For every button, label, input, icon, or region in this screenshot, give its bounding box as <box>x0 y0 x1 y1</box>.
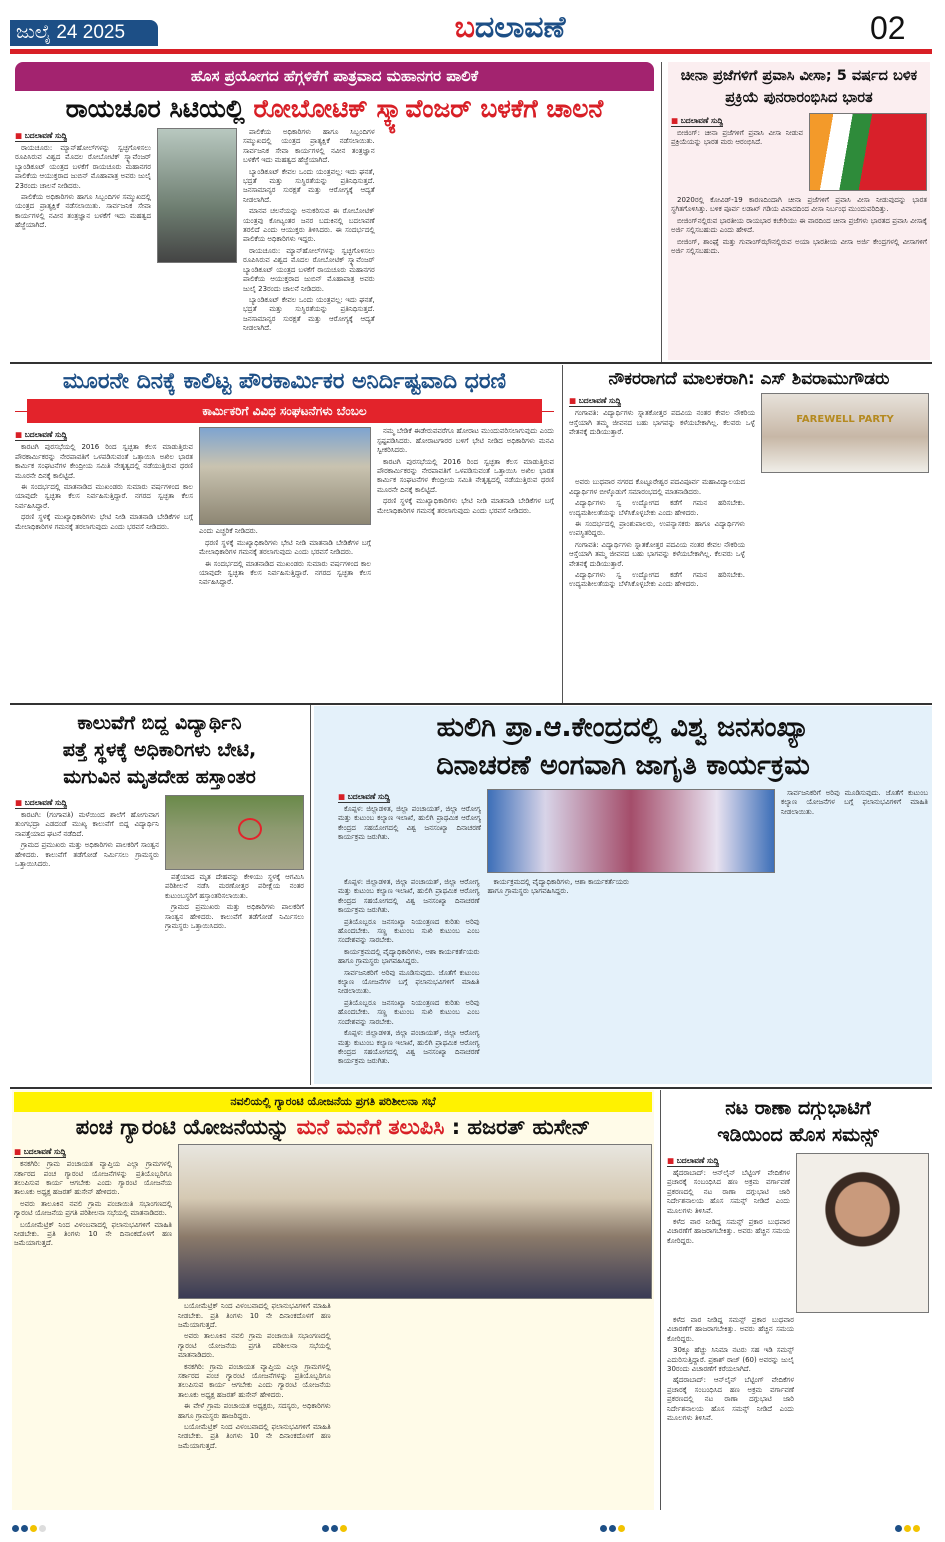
a1-headline: ರಾಯಚೂರ ಸಿಟಿಯಲ್ಲಿ ರೋಬೋಟಿಕ್ ಸ್ಕ್ಯಾವೆಂಜರ್ ಬಳಕೆಗೆ ಚಾಲನೆ <box>65 94 604 123</box>
a3-headline: ಮೂರನೇ ದಿನಕ್ಕೆ ಕಾಲಿಟ್ಟ ಪೌರಕಾರ್ಮಿಕರ ಅನಿರ್ದಿಷ್ಟವಾದಿ ಧರಣಿ <box>62 369 507 394</box>
a7-byline: ■ ಬದಲಾವಣೆ ಸುದ್ದಿ <box>14 1147 66 1158</box>
a2-byline: ■ ಬದಲಾವಣೆ ಸುದ್ದಿ <box>671 116 723 127</box>
masthead-logo: ಬದಲಾವಣೆ <box>454 10 566 45</box>
photo-caption: ಎಂದು ಎಚ್ಚರಿಕೆ ನೀಡಿದರು. <box>199 527 258 536</box>
canal-photo <box>165 795 304 870</box>
a6-byline: ■ ಬದಲಾವಣೆ ಸುದ್ದಿ <box>338 792 390 803</box>
a2-headline: ಚೀನಾ ಪ್ರಜೆಗಳಿಗೆ ಪ್ರವಾಸಿ ವೀಸಾ; 5 ವರ್ಷದ ಬಳಿಕ ಪ್ರಕ್ರಿಯೆ ಪುನರಾರಂಭಿಸಿದ ಭಾರತ <box>680 68 918 106</box>
awareness-event-photo <box>487 789 775 873</box>
a8-article: ನಟ ರಾಣಾ ದಗ್ಗುಭಾಟಿಗೆ ಇಡಿಯಿಂದ ಹೊಸ ಸಮನ್ಸ್ ■ ಬದಲಾವಣೆ ಸುದ್ದಿ ಹೈದರಾಬಾದ್: ಆನ್‌ಲೈನ್ ಬೆಟ್ಟಿಂಗ್ ವೇದಿಕೆಗಳ ಪ್ರಚಾರಕ್ಕೆ ಸಂಬಂಧಿಸಿದ ಹಣ ಅಕ್ರಮ ವರ್ಗಾವಣೆ ಪ್ರಕರಣದಲ್ಲಿ ನಟ ರಾಣಾ ದಗ್ಗುಭಾಟಿ ಜಾರಿ ನಿರ್ದೇಶನಾಲಯ ಹೊಸ ಸಮನ್ಸ್ ನೀಡಿದೆ ಎಂದು ಮೂಲಗಳು ತಿಳಿಸಿವೆ. ಕಳೆದ ವಾರ ನೀಡಿದ್ದ ಸಮನ್ಸ್ ಪ್ರಕಾರ ಬುಧವಾರ ವಿಚಾರಣೆಗೆ ಹಾಜರಾಗಬೇಕಿತ್ತು. ಅವರು ಹೆಚ್ಚಿನ ಸಮಯ ಕೋರಿದ್ದರು. ಕಳೆದ ವಾರ ನೀಡಿದ್ದ ಸಮನ್ಸ್ ಪ್ರಕಾರ ಬುಧವಾರ ವಿಚಾರಣೆಗೆ ಹಾಜರಾಗಬೇಕಿತ್ತು. ಅವರು ಹೆಚ್ಚಿನ ಸಮಯ ಕೋರಿದ್ದರು. 30ಕ್ಕೂ ಹೆಚ್ಚು ಸಿನಿಮಾ ನಟರು ಸಹ ಇಡಿ ಸಮನ್ಸ್ ಎದುರಿಸುತ್ತಿದ್ದಾರೆ. ಪ್ರಕಾಶ್ ರಾಜ್ (60) ಅವರನ್ನು ಜುಲೈ 30ರಂದು ವಿಚಾರಣೆಗೆ ಕರೆಯಲಾಗಿದೆ. ಹೈದರಾಬಾದ್: ಆನ್‌ಲೈನ್ ಬೆಟ್ಟಿಂಗ್ ವೇದಿಕೆಗಳ ಪ್ರಚಾರಕ್ಕೆ ಸಂಬಂಧಿಸಿದ ಹಣ ಅಕ್ರಮ ವರ್ಗಾವಣೆ ಪ್ರಕರಣದಲ್ಲಿ ನಟ ರಾಣಾ ದಗ್ಗುಭಾಟಿ ಜಾರಿ ನಿರ್ದೇಶನಾಲಯ ಹೊಸ ಸಮನ್ಸ್ ನೀಡಿದೆ ಎಂದು ಮೂಲಗಳು ತಿಳಿಸಿವೆ. <box>664 1092 932 1510</box>
robot-scavenger-photo <box>157 128 237 263</box>
footer-dots-center-right <box>600 1517 627 1536</box>
a7-article: ನವಲಿಯಲ್ಲಿ ಗ್ಯಾರಂಟಿ ಯೋಜನೆಯ ಪ್ರಗತಿ ಪರಿಶೀಲನಾ ಸಭೆ ಪಂಚ ಗ್ಯಾರಂಟಿ ಯೋಜನೆಯನ್ನು ಮನೆ ಮನೆಗೆ ತಲುಪಿಸಿ : ಹಜರತ್ ಹುಸೇನ್ ■ ಬದಲಾವಣೆ ಸುದ್ದಿ ಕನಕಗಿರಿ: ಗ್ರಾಮ ಪಂಚಾಯತ ವ್ಯಾಪ್ತಿಯ ಎಲ್ಲಾ ಗ್ರಾಮಗಳಲ್ಲಿ ಸರ್ಕಾರದ ಪಂಚ ಗ್ಯಾರಂಟಿ ಯೋಜನೆಗಳನ್ನು ಪ್ರತಿಯೊಬ್ಬರಿಗೂ ತಲುಪಿಸುವ ಕಾರ್ಯ ಆಗಬೇಕು ಎಂದು ಗ್ಯಾರಂಟಿ ಯೋಜನೆಯ ತಾಲೂಕು ಅಧ್ಯಕ್ಷ ಹಜರತ್ ಹುಸೇನ್ ಹೇಳಿದರು. ಅವರು ತಾಲೂಕಿನ ನವಲಿ ಗ್ರಾಮ ಪಂಚಾಯಿತಿ ಸಭಾಂಗಣದಲ್ಲಿ ಗ್ಯಾರಂಟಿ ಯೋಜನೆಯ ಪ್ರಗತಿ ಪರಿಶೀಲನಾ ಸಭೆಯಲ್ಲಿ ಮಾತನಾಡಿದರು. ಬಯೋಮೆಟ್ರಿಕ್ ನಿಂದ ವಿಳಂಬವಾದಲ್ಲಿ ಫಲಾನುಭವಿಗಳಿಗೆ ಮಾಹಿತಿ ನೀಡಬೇಕು. ಪ್ರತಿ ತಿಂಗಳು 10 ನೇ ದಿನಾಂಕದೊಳಗೆ ಹಣ ಜಮೆಯಾಗುತ್ತದೆ. ಬಯೋಮೆಟ್ರಿಕ್ ನಿಂದ ವಿಳಂಬವಾದಲ್ಲಿ ಫಲಾನುಭವಿಗಳಿಗೆ ಮಾಹಿತಿ ನೀಡಬೇಕು. ಪ್ರತಿ ತಿಂಗಳು 10 ನೇ ದಿನಾಂಕದೊಳಗೆ ಹಣ ಜಮೆಯಾಗುತ್ತದೆ. ಅವರು ತಾಲೂಕಿನ ನವಲಿ ಗ್ರಾಮ ಪಂಚಾಯಿತಿ ಸಭಾಂಗಣದಲ್ಲಿ ಗ್ಯಾರಂಟಿ ಯೋಜನೆಯ ಪ್ರಗತಿ ಪರಿಶೀಲನಾ ಸಭೆಯಲ್ಲಿ ಮಾತನಾಡಿದರು. ಕನಕಗಿರಿ: ಗ್ರಾಮ ಪಂಚಾಯತ ವ್ಯಾಪ್ತಿಯ ಎಲ್ಲಾ ಗ್ರಾಮಗಳಲ್ಲಿ ಸರ್ಕಾರದ ಪಂಚ ಗ್ಯಾರಂಟಿ ಯೋಜನೆಗಳನ್ನು ಪ್ರತಿಯೊಬ್ಬರಿಗೂ ತಲುಪಿಸುವ ಕಾರ್ಯ ಆಗಬೇಕು ಎಂದು ಗ್ಯಾರಂಟಿ ಯೋಜನೆಯ ತಾಲೂಕು ಅಧ್ಯಕ್ಷ ಹಜರತ್ ಹುಸೇನ್ ಹೇಳಿದರು. ಈ ವೇಳೆ ಗ್ರಾಮ ಪಂಚಾಯತ ಅಧ್ಯಕ್ಷರು, ಸದಸ್ಯರು, ಅಧಿಕಾರಿಗಳು ಹಾಗೂ ಗ್ರಾಮಸ್ಥರು ಹಾಜರಿದ್ದರು. ಬಯೋಮೆಟ್ರಿಕ್ ನಿಂದ ವಿಳಂಬವಾದಲ್ಲಿ ಫಲಾನುಭವಿಗಳಿಗೆ ಮಾಹಿತಿ ನೀಡಬೇಕು. ಪ್ರತಿ ತಿಂಗಳು 10 ನೇ ದಿನಾಂಕದೊಳಗೆ ಹಣ ಜಮೆಯಾಗುತ್ತದೆ. <box>12 1090 654 1510</box>
a1-body-left: ರಾಯಚೂರು: ಮ್ಯಾನ್‌ಹೋಲ್‌ಗಳನ್ನು ಸ್ವಚ್ಛಗೊಳಿಸಲು ರೂಪಿಸಿರುವ ವಿಶ್ವದ ಮೊದಲ ರೋಬೋಟಿಕ್ ಸ್ಕ್ಯಾವೆಂಜರ್ ಬ್ಯಾಂಡಿಕೂಟ್ ಯಂತ್ರದ ಬಳಕೆಗೆ ರಾಯಚೂರು ಮಹಾನಗರ ಪಾಲಿಕೆಯ ಆಯುಕ್ತರಾದ ಜುಬಿನ್ ಮೊಹಾಪಾತ್ರ ಅವರು ಜುಲೈ 23ರಂದು ಚಾಲನೆ ನೀಡಿದರು. ಪಾಲಿಕೆಯ ಅಧಿಕಾರಿಗಳು ಹಾಗೂ ಸಿಬ್ಬಂದಿಗಳ ಸಮ್ಮುಖದಲ್ಲಿ ಯಂತ್ರದ ಪ್ರಾತ್ಯಕ್ಷಿಕೆ ನಡೆಸಲಾಯಿತು. ಸಾರ್ವಜನಿಕ ಸೇವಾ ಕಾರ್ಯಗಳಲ್ಲಿ ನವೀನ ತಂತ್ರಜ್ಞಾನ ಬಳಕೆಗೆ ಇದು ಮಹತ್ವದ ಹೆಜ್ಜೆಯಾಗಿದೆ. <box>15 144 151 230</box>
a1-kicker: ಹೊಸ ಪ್ರಯೋಗದ ಹೆಗ್ಗಳಿಕೆಗೆ ಪಾತ್ರವಾದ ಮಹಾನಗರ ಪಾಲಿಕೆ <box>15 62 654 91</box>
header-rule <box>10 49 932 54</box>
a8-byline: ■ ಬದಲಾವಣೆ ಸುದ್ದಿ <box>667 1156 719 1167</box>
a4-byline: ■ ಬದಲಾವಣೆ ಸುದ್ದಿ <box>569 396 621 407</box>
a8-headline: ನಟ ರಾಣಾ ದಗ್ಗುಭಾಟಿಗೆ ಇಡಿಯಿಂದ ಹೊಸ ಸಮನ್ಸ್ <box>717 1097 879 1146</box>
a2-article: ಚೀನಾ ಪ್ರಜೆಗಳಿಗೆ ಪ್ರವಾಸಿ ವೀಸಾ; 5 ವರ್ಷದ ಬಳಿಕ ಪ್ರಕ್ರಿಯೆ ಪುನರಾರಂಭಿಸಿದ ಭಾರತ ■ ಬದಲಾವಣೆ ಸುದ್ದಿ ಬೀಜಿಂಗ್: ಚೀನಾ ಪ್ರಜೆಗಳಿಗೆ ಪ್ರವಾಸಿ ವೀಸಾ ನೀಡುವ ಪ್ರಕ್ರಿಯೆಯನ್ನು ಭಾರತ ಮರು ಆರಂಭಿಸಿದೆ. 2020ರಲ್ಲಿ ಕೋವಿಡ್-19 ಕಾರಣದಿಂದಾಗಿ ಚೀನಾ ಪ್ರಜೆಗಳಿಗೆ ಪ್ರವಾಸಿ ವೀಸಾ ನೀಡುವುದನ್ನು ಭಾರತ ಸ್ಥಗಿತಗೊಳಿಸಿತ್ತು. ಬಳಿಕ ಪೂರ್ವ ಲಡಾಖ್ ಗಡಿಯ ವಿವಾದದಿಂದ ವೀಸಾ ನಿರ್ಬಂಧ ಮುಂದುವರಿದಿತ್ತು. ಬೀಜಿಂಗ್‌ನಲ್ಲಿರುವ ಭಾರತೀಯ ರಾಯಭಾರ ಕಚೇರಿಯು ಈ ವಾರದಿಂದ ಚೀನಾ ಪ್ರಜೆಗಳು ಭಾರತದ ಪ್ರವಾಸಿ ವೀಸಾಕ್ಕೆ ಅರ್ಜಿ ಸಲ್ಲಿಸಬಹುದು ಎಂದು ಹೇಳಿದೆ. ಬೀಜಿಂಗ್, ಶಾಂಘೈ ಮತ್ತು ಗುವಾಂಗ್‌ಝೌನಲ್ಲಿರುವ ಅಯಾ ಭಾರತೀಯ ವೀಸಾ ಅರ್ಜಿ ಕೇಂದ್ರಗಳಲ್ಲಿ ವೀಸಾಗಳಿಗೆ ಅರ್ಜಿ ಸಲ್ಲಿಸಬಹುದು. <box>668 62 930 360</box>
a6-article: ಹುಲಿಗಿ ಪ್ರಾ.ಆ.ಕೇಂದ್ರದಲ್ಲಿ ವಿಶ್ವ ಜನಸಂಖ್ಯಾ ದಿನಾಚರಣೆ ಅಂಗವಾಗಿ ಜಾಗೃತಿ ಕಾರ್ಯಕ್ರಮ ■ ಬದಲಾವಣೆ ಸುದ್ದಿ ಕೊಪ್ಪಳ: ಜಿಲ್ಲಾಡಳಿತ, ಜಿಲ್ಲಾ ಪಂಚಾಯತ್, ಜಿಲ್ಲಾ ಆರೋಗ್ಯ ಮತ್ತು ಕುಟುಂಬ ಕಲ್ಯಾಣ ಇಲಾಖೆ, ಹುಲಿಗಿ ಪ್ರಾಥಮಿಕ ಆರೋಗ್ಯ ಕೇಂದ್ರದ ಸಹಯೋಗದಲ್ಲಿ ವಿಶ್ವ ಜನಸಂಖ್ಯಾ ದಿನಾಚರಣೆ ಕಾರ್ಯಕ್ರಮ ಜರುಗಿತು. ಸಾರ್ವಜನಿಕರಿಗೆ ಅರಿವು ಮೂಡಿಸುವುದು. ಜೊತೆಗೆ ಕುಟುಂಬ ಕಲ್ಯಾಣ ಯೋಜನೆಗಳ ಬಗ್ಗೆ ಫಲಾನುಭವಿಗಳಿಗೆ ಮಾಹಿತಿ ನೀಡಲಾಯಿತು. ಕೊಪ್ಪಳ: ಜಿಲ್ಲಾಡಳಿತ, ಜಿಲ್ಲಾ ಪಂಚಾಯತ್, ಜಿಲ್ಲಾ ಆರೋಗ್ಯ ಮತ್ತು ಕುಟುಂಬ ಕಲ್ಯಾಣ ಇಲಾಖೆ, ಹುಲಿಗಿ ಪ್ರಾಥಮಿಕ ಆರೋಗ್ಯ ಕೇಂದ್ರದ ಸಹಯೋಗದಲ್ಲಿ ವಿಶ್ವ ಜನಸಂಖ್ಯಾ ದಿನಾಚರಣೆ ಕಾರ್ಯಕ್ರಮ ಜರುಗಿತು. ಪ್ರತಿಯೊಬ್ಬರೂ ಜನಸಂಖ್ಯಾ ನಿಯಂತ್ರಣದ ಕುರಿತು ಅರಿವು ಹೊಂದಬೇಕು. ಸಣ್ಣ ಕುಟುಂಬ ಸುಖಿ ಕುಟುಂಬ ಎಂಬ ಸಂದೇಶವನ್ನು ಸಾರಬೇಕು. ಕಾರ್ಯಕ್ರಮದಲ್ಲಿ ವೈದ್ಯಾಧಿಕಾರಿಗಳು, ಆಶಾ ಕಾರ್ಯಕರ್ತೆಯರು ಹಾಗೂ ಗ್ರಾಮಸ್ಥರು ಭಾಗವಹಿಸಿದ್ದರು. ಸಾರ್ವಜನಿಕರಿಗೆ ಅರಿವು ಮೂಡಿಸುವುದು. ಜೊತೆಗೆ ಕುಟುಂಬ ಕಲ್ಯಾಣ ಯೋಜನೆಗಳ ಬಗ್ಗೆ ಫಲಾನುಭವಿಗಳಿಗೆ ಮಾಹಿತಿ ನೀಡಲಾಯಿತು. ಪ್ರತಿಯೊಬ್ಬರೂ ಜನಸಂಖ್ಯಾ ನಿಯಂತ್ರಣದ ಕುರಿತು ಅರಿವು ಹೊಂದಬೇಕು. ಸಣ್ಣ ಕುಟುಂಬ ಸುಖಿ ಕುಟುಂಬ ಎಂಬ ಸಂದೇಶವನ್ನು ಸಾರಬೇಕು. ಕೊಪ್ಪಳ: ಜಿಲ್ಲಾಡಳಿತ, ಜಿಲ್ಲಾ ಪಂಚಾಯತ್, ಜಿಲ್ಲಾ ಆರೋಗ್ಯ ಮತ್ತು ಕುಟುಂಬ ಕಲ್ಯಾಣ ಇಲಾಖೆ, ಹುಲಿಗಿ ಪ್ರಾಥಮಿಕ ಆರೋಗ್ಯ ಕೇಂದ್ರದ ಸಹಯೋಗದಲ್ಲಿ ವಿಶ್ವ ಜನಸಂಖ್ಯಾ ದಿನಾಚರಣೆ ಕಾರ್ಯಕ್ರಮ ಜರುಗಿತು. ಕಾರ್ಯಕ್ರಮದಲ್ಲಿ ವೈದ್ಯಾಧಿಕಾರಿಗಳು, ಆಶಾ ಕಾರ್ಯಕರ್ತೆಯರು ಹಾಗೂ ಗ್ರಾಮಸ್ಥರು ಭಾಗವಹಿಸಿದ್ದರು. <box>314 706 932 1084</box>
a3-kicker: ಕಾರ್ಮಿಕರಿಗೆ ವಿವಿಧ ಸಂಘಟನೆಗಳು ಬೆಂಬಲ <box>27 399 542 423</box>
a7-headline: ಪಂಚ ಗ್ಯಾರಂಟಿ ಯೋಜನೆಯನ್ನು ಮನೆ ಮನೆಗೆ ತಲುಪಿಸಿ : ಹಜರತ್ ಹುಸೇನ್ <box>75 1115 591 1139</box>
protest-photo <box>199 427 371 525</box>
a6-headline: ಹುಲಿಗಿ ಪ್ರಾ.ಆ.ಕೇಂದ್ರದಲ್ಲಿ ವಿಶ್ವ ಜನಸಂಖ್ಯಾ ದಿನಾಚರಣೆ ಅಂಗವಾಗಿ ಜಾಗೃತಿ ಕಾರ್ಯಕ್ರಮ <box>436 712 810 781</box>
footer-dots-center-left <box>322 1517 349 1536</box>
page-number: 02 <box>870 10 906 46</box>
a1-byline: ■ ಬದಲಾವಣೆ ಸುದ್ದಿ <box>15 131 67 142</box>
divider <box>661 62 662 362</box>
footer-dots-right <box>895 1517 922 1536</box>
a3-article: ಮೂರನೇ ದಿನಕ್ಕೆ ಕಾಲಿಟ್ಟ ಪೌರಕಾರ್ಮಿಕರ ಅನಿರ್ದಿಷ್ಟವಾದಿ ಧರಣಿ ಕಾರ್ಮಿಕರಿಗೆ ವಿವಿಧ ಸಂಘಟನೆಗಳು ಬೆಂಬಲ ■ ಬದಲಾವಣೆ ಸುದ್ದಿ ಕಾರಟಗಿ ಪುರಸಭೆಯಲ್ಲಿ 2016 ರಿಂದ ಸ್ವಚ್ಛತಾ ಕೆಲಸ ಮಾಡುತ್ತಿರುವ ಪೌರಕಾರ್ಮಿಕರನ್ನು ನೇರಪಾವತಿಗೆ ಒಳಪಡಿಸುವಂತೆ ಒತ್ತಾಯಿಸಿ ಅಖಿಲ ಭಾರತ ಕಾರ್ಮಿಕ ಸಂಘಟನೆಗಳ ಕೇಂದ್ರೀಯ ಸಮಿತಿ ನೇತೃತ್ವದಲ್ಲಿ ನಡೆಯುತ್ತಿರುವ ಧರಣಿ ಮೂರನೇ ದಿನಕ್ಕೆ ಕಾಲಿಟ್ಟಿದೆ. ಈ ಸಂದರ್ಭದಲ್ಲಿ ಮಾತನಾಡಿದ ಮುಖಂಡರು ಸುಮಾರು ವರ್ಷಗಳಿಂದ ಕಾಲ ಯಾವುದೇ ಸ್ವಚ್ಛತಾ ಕೆಲಸ ನಿರ್ವಹಿಸುತ್ತಿದ್ದಾರೆ. ನಗರದ ಸ್ವಚ್ಛತಾ ಕೆಲಸ ನಿರ್ವಹಿಸಿದ್ದಾರೆ. ಧರಣಿ ಸ್ಥಳಕ್ಕೆ ಮುಖ್ಯಾಧಿಕಾರಿಗಳು ಭೇಟಿ ನೀಡಿ ಮಾತನಾಡಿ ಬೇಡಿಕೆಗಳ ಬಗ್ಗೆ ಮೇಲಾಧಿಕಾರಿಗಳ ಗಮನಕ್ಕೆ ತರಲಾಗುವುದು ಎಂದು ಭರವಸೆ ನೀಡಿದರು. ಎಂದು ಎಚ್ಚರಿಕೆ ನೀಡಿದರು. ಧರಣಿ ಸ್ಥಳಕ್ಕೆ ಮುಖ್ಯಾಧಿಕಾರಿಗಳು ಭೇಟಿ ನೀಡಿ ಮಾತನಾಡಿ ಬೇಡಿಕೆಗಳ ಬಗ್ಗೆ ಮೇಲಾಧಿಕಾರಿಗಳ ಗಮನಕ್ಕೆ ತರಲಾಗುವುದು ಎಂದು ಭರವಸೆ ನೀಡಿದರು. ಈ ಸಂದರ್ಭದಲ್ಲಿ ಮಾತನಾಡಿದ ಮುಖಂಡರು ಸುಮಾರು ವರ್ಷಗಳಿಂದ ಕಾಲ ಯಾವುದೇ ಸ್ವಚ್ಛತಾ ಕೆಲಸ ನಿರ್ವಹಿಸುತ್ತಿದ್ದಾರೆ. ನಗರದ ಸ್ವಚ್ಛತಾ ಕೆಲಸ ನಿರ್ವಹಿಸಿದ್ದಾರೆ. ನಮ್ಮ ಬೇಡಿಕೆ ಈಡೇರುವವರೆಗೂ ಹೋರಾಟ ಮುಂದುವರಿಸಲಾಗುವುದು ಎಂದು ಸ್ಪಷ್ಟಪಡಿಸಿದರು. ಹೋರಾಟಗಾರರ ಬಳಿಗೆ ಭೇಟಿ ನೀಡಿದ ಅಧಿಕಾರಿಗಳು ಮನವಿ ಸ್ವೀಕರಿಸಿದರು. ಕಾರಟಗಿ ಪುರಸಭೆಯಲ್ಲಿ 2016 ರಿಂದ ಸ್ವಚ್ಛತಾ ಕೆಲಸ ಮಾಡುತ್ತಿರುವ ಪೌರಕಾರ್ಮಿಕರನ್ನು ನೇರಪಾವತಿಗೆ ಒಳಪಡಿಸುವಂತೆ ಒತ್ತಾಯಿಸಿ ಅಖಿಲ ಭಾರತ ಕಾರ್ಮಿಕ ಸಂಘಟನೆಗಳ ಕೇಂದ್ರೀಯ ಸಮಿತಿ ನೇತೃತ್ವದಲ್ಲಿ ನಡೆಯುತ್ತಿರುವ ಧರಣಿ ಮೂರನೇ ದಿನಕ್ಕೆ ಕಾಲಿಟ್ಟಿದೆ. ಧರಣಿ ಸ್ಥಳಕ್ಕೆ ಮುಖ್ಯಾಧಿಕಾರಿಗಳು ಭೇಟಿ ನೀಡಿ ಮಾತನಾಡಿ ಬೇಡಿಕೆಗಳ ಬಗ್ಗೆ ಮೇಲಾಧಿಕಾರಿಗಳ ಗಮನಕ್ಕೆ ತರಲಾಗುವುದು ಎಂದು ಭರವಸೆ ನೀಡಿದರು. <box>12 366 557 701</box>
india-china-flags-photo <box>809 113 927 191</box>
a5-article: ಕಾಲುವೆಗೆ ಬಿದ್ದ ವಿದ್ಯಾರ್ಥಿನಿ ಪತ್ತೆ ಸ್ಥಳಕ್ಕೆ ಅಧಿಕಾರಿಗಳು ಬೇಟಿ, ಮಗುವಿನ ಮೃತದೇಹ ಹಸ್ತಾಂತರ ■ ಬದಲಾವಣೆ ಸುದ್ದಿ ಕಾರಟಗಿ: (ಗಂಗಾವತಿ) ಮಳೆಯಿಂದ ಶಾಲೆಗೆ ಹೋಗುವಾಗ ತುಂಗಭದ್ರಾ ಎಡದಂಡೆ ಮುಖ್ಯ ಕಾಲುವೆಗೆ ಬಿದ್ದ ವಿದ್ಯಾರ್ಥಿನಿ ನಾಪತ್ತೆಯಾದ ಘಟನೆ ನಡೆದಿದೆ. ಗ್ರಾಮದ ಪ್ರಮುಖರು ಮತ್ತು ಅಧಿಕಾರಿಗಳು ಪಾಲಕರಿಗೆ ಸಾಂತ್ವನ ಹೇಳಿದರು. ಕಾಲುವೆಗೆ ತಡೆಗೋಡೆ ನಿರ್ಮಿಸಲು ಗ್ರಾಮಸ್ಥರು ಒತ್ತಾಯಿಸಿದರು. ಪತ್ತೆಯಾದ ಮೃತ ದೇಹವನ್ನು ಕೇಳಿಯು ಸ್ಥಳಕ್ಕೆ ಆಗಮಿಸಿ ಪರಿಶೀಲನೆ ನಡೆಸಿ ಮರಣೋತ್ತರ ಪರೀಕ್ಷೆಯ ನಂತರ ಕುಟುಂಬಸ್ಥರಿಗೆ ಹಸ್ತಾಂತರಿಸಲಾಯಿತು. ಗ್ರಾಮದ ಪ್ರಮುಖರು ಮತ್ತು ಅಧಿಕಾರಿಗಳು ಪಾಲಕರಿಗೆ ಸಾಂತ್ವನ ಹೇಳಿದರು. ಕಾಲುವೆಗೆ ತಡೆಗೋಡೆ ನಿರ್ಮಿಸಲು ಗ್ರಾಮಸ್ಥರು ಒತ್ತಾಯಿಸಿದರು. <box>12 707 307 1084</box>
issue-date: ಜುಲೈ 24 2025 <box>10 20 158 46</box>
a5-byline: ■ ಬದಲಾವಣೆ ಸುದ್ದಿ <box>15 798 67 809</box>
footer-dots-left <box>12 1517 48 1536</box>
a1-body-right: ಪಾಲಿಕೆಯ ಅಧಿಕಾರಿಗಳು ಹಾಗೂ ಸಿಬ್ಬಂದಿಗಳ ಸಮ್ಮುಖದಲ್ಲಿ ಯಂತ್ರದ ಪ್ರಾತ್ಯಕ್ಷಿಕೆ ನಡೆಸಲಾಯಿತು. ಸಾರ್ವಜನಿಕ ಸೇವಾ ಕಾರ್ಯಗಳಲ್ಲಿ ನವೀನ ತಂತ್ರಜ್ಞಾನ ಬಳಕೆಗೆ ಇದು ಮಹತ್ವದ ಹೆಜ್ಜೆಯಾಗಿದೆ. ಬ್ಯಾಂಡಿಕೂಟ್ ಕೇವಲ ಒಂದು ಯಂತ್ರವಲ್ಲ: ಇದು ಘನತೆ, ಭದ್ರತೆ ಮತ್ತು ಸುಸ್ಥಿರತೆಯನ್ನು ಪ್ರತಿನಿಧಿಸುತ್ತದೆ. ಜನಸಾಮಾನ್ಯರ ಸುರಕ್ಷತೆ ಮತ್ತು ಆರೋಗ್ಯಕ್ಕೆ ಆದ್ಯತೆ ನೀಡಲಾಗಿದೆ. ಮಾನವ ಚಲನೆಯನ್ನು ಅನುಕರಿಸುವ ಈ ರೋಬೋಟಿಕ್ ಯಂತ್ರವು ಕೋಟ್ಯಂತರ ಜನರ ಬದುಕಿನಲ್ಲಿ ಬದಲಾವಣೆ ತರಲಿದೆ ಎಂದು ಆಯುಕ್ತರು ತಿಳಿಸಿದರು. ಈ ಸಂದರ್ಭದಲ್ಲಿ ಪಾಲಿಕೆಯ ಅಧಿಕಾರಿಗಳು ಇದ್ದರು. ರಾಯಚೂರು: ಮ್ಯಾನ್‌ಹೋಲ್‌ಗಳನ್ನು ಸ್ವಚ್ಛಗೊಳಿಸಲು ರೂಪಿಸಿರುವ ವಿಶ್ವದ ಮೊದಲ ರೋಬೋಟಿಕ್ ಸ್ಕ್ಯಾವೆಂಜರ್ ಬ್ಯಾಂಡಿಕೂಟ್ ಯಂತ್ರದ ಬಳಕೆಗೆ ರಾಯಚೂರು ಮಹಾನಗರ ಪಾಲಿಕೆಯ ಆಯುಕ್ತರಾದ ಜುಬಿನ್ ಮೊಹಾಪಾತ್ರ ಅವರು ಜುಲೈ 23ರಂದು ಚಾಲನೆ ನೀಡಿದರು. ಬ್ಯಾಂಡಿಕೂಟ್ ಕೇವಲ ಒಂದು ಯಂತ್ರವಲ್ಲ: ಇದು ಘನತೆ, ಭದ್ರತೆ ಮತ್ತು ಸುಸ್ಥಿರತೆಯನ್ನು ಪ್ರತಿನಿಧಿಸುತ್ತದೆ. ಜನಸಾಮಾನ್ಯರ ಸುರಕ್ಷತೆ ಮತ್ತು ಆರೋಗ್ಯಕ್ಕೆ ಆದ್ಯತೆ ನೀಡಲಾಗಿದೆ. <box>243 128 375 333</box>
rana-daggubati-photo <box>796 1153 929 1313</box>
a5-headline: ಕಾಲುವೆಗೆ ಬಿದ್ದ ವಿದ್ಯಾರ್ಥಿನಿ ಪತ್ತೆ ಸ್ಥಳಕ್ಕೆ ಅಧಿಕಾರಿಗಳು ಬೇಟಿ, ಮಗುವಿನ ಮೃತದೇಹ ಹಸ್ತಾಂತರ <box>62 712 257 788</box>
a3-byline: ■ ಬದಲಾವಣೆ ಸುದ್ದಿ <box>15 430 67 441</box>
a4-article: ನೌಕರರಾಗದೆ ಮಾಲಕರಾಗಿ: ಎಸ್ ಶಿವರಾಮುಗೌಡರು ■ ಬದಲಾವಣೆ ಸುದ್ದಿ ಗಂಗಾವತಿ: ವಿದ್ಯಾರ್ಥಿಗಳು ಸ್ನಾತಕೋತ್ತರ ಪದವಿಯ ನಂತರ ಕೇವಲ ನೌಕರಿಯ ಆಸ್ತೆಯಾಗಿ ತಮ್ಮ ಜೀವನದ ಬಹು ಭಾಗವನ್ನು ಕಳೆಯಬೇಕಾಗಿಲ್ಲ. ಕೆಲವರು ಒಳ್ಳೆ ವೇತನಕ್ಕೆ ದುಡಿಯುತ್ತಾರೆ. FAREWELL PARTY ಅವರು ಬುಧವಾರ ನಗರದ ಕೊಟ್ಟೂರೇಶ್ವರ ಪದವಿಪೂರ್ವ ಮಹಾವಿದ್ಯಾಲಯದ ವಿದ್ಯಾರ್ಥಿಗಳ ಬೀಳ್ಕೊಡುಗೆ ಸಮಾರಂಭದಲ್ಲಿ ಮಾತನಾಡಿದರು. ವಿದ್ಯಾರ್ಥಿಗಳು ಸ್ವ ಉದ್ಯೋಗದ ಕಡೆಗೆ ಗಮನ ಹರಿಸಬೇಕು. ಉದ್ಯಮಶೀಲತೆಯನ್ನು ಬೆಳೆಸಿಕೊಳ್ಳಬೇಕು ಎಂದು ಹೇಳಿದರು. ಈ ಸಂದರ್ಭದಲ್ಲಿ ಪ್ರಾಂಶುಪಾಲರು, ಉಪನ್ಯಾಸಕರು ಹಾಗೂ ವಿದ್ಯಾರ್ಥಿಗಳು ಉಪಸ್ಥಿತರಿದ್ದರು. ಗಂಗಾವತಿ: ವಿದ್ಯಾರ್ಥಿಗಳು ಸ್ನಾತಕೋತ್ತರ ಪದವಿಯ ನಂತರ ಕೇವಲ ನೌಕರಿಯ ಆಸ್ತೆಯಾಗಿ ತಮ್ಮ ಜೀವನದ ಬಹು ಭಾಗವನ್ನು ಕಳೆಯಬೇಕಾಗಿಲ್ಲ. ಕೆಲವರು ಒಳ್ಳೆ ವೇತನಕ್ಕೆ ದುಡಿಯುತ್ತಾರೆ. ವಿದ್ಯಾರ್ಥಿಗಳು ಸ್ವ ಉದ್ಯೋಗದ ಕಡೆಗೆ ಗಮನ ಹರಿಸಬೇಕು. ಉದ್ಯಮಶೀಲತೆಯನ್ನು ಬೆಳೆಸಿಕೊಳ್ಳಬೇಕು ಎಂದು ಹೇಳಿದರು. <box>566 366 932 701</box>
a7-kicker: ನವಲಿಯಲ್ಲಿ ಗ್ಯಾರಂಟಿ ಯೋಜನೆಯ ಪ್ರಗತಿ ಪರಿಶೀಲನಾ ಸಭೆ <box>14 1092 652 1112</box>
a1-article <box>12 62 657 358</box>
farewell-party-photo: FAREWELL PARTY <box>761 393 929 473</box>
review-meeting-photo <box>178 1144 652 1299</box>
a4-headline: ನೌಕರರಾಗದೆ ಮಾಲಕರಾಗಿ: ಎಸ್ ಶಿವರಾಮುಗೌಡರು <box>608 369 890 389</box>
